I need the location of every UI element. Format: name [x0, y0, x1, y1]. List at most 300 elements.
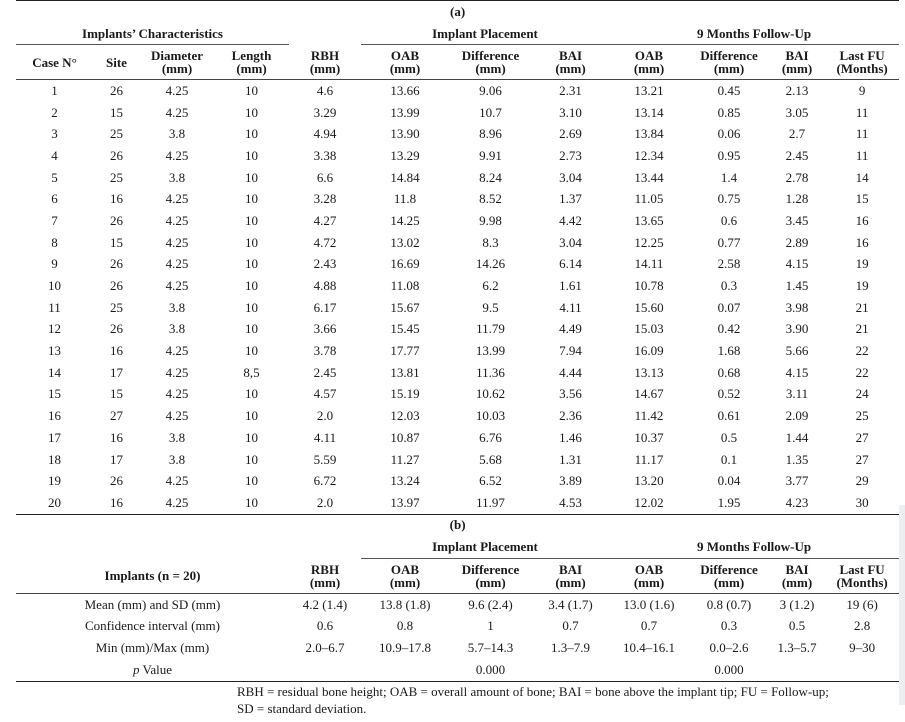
table-cell: 18 — [48, 451, 61, 467]
table-cell: 19 — [48, 473, 61, 489]
table-cell: 16.69 — [390, 256, 420, 272]
table-cell: 13.97 — [361, 492, 449, 514]
table-cell: 4.25 — [165, 82, 189, 98]
table-cell: 14.26 — [475, 256, 506, 272]
group-placement-b: Implant Placement — [361, 536, 609, 559]
column-header-line2: (mm) — [633, 61, 665, 76]
column-header-line2: (mm) — [236, 61, 267, 76]
column-header-b — [689, 558, 769, 593]
table-cell: 10 — [245, 82, 258, 98]
page-edge-shadow — [899, 505, 905, 705]
table-cell: 10 — [245, 429, 258, 445]
table-cell: 3.8 — [168, 126, 186, 142]
table-cell: 3.90 — [785, 321, 809, 337]
table-cell: 15 — [110, 104, 123, 120]
summary-label: Confidence interval (mm) — [84, 618, 220, 634]
table-cell: 13.44 — [634, 169, 664, 185]
p-symbol: p — [132, 661, 140, 677]
table-row — [16, 340, 899, 362]
column-header-b-line2: (mm) — [389, 574, 421, 590]
table-cell: 6.72 — [313, 473, 337, 489]
table-row — [16, 188, 899, 210]
table-cell: 3.77 — [785, 473, 809, 489]
table-cell: 0.68 — [717, 364, 741, 380]
table-cell: 3 — [51, 126, 58, 142]
table-cell: 10 — [245, 299, 258, 315]
p-value-cell — [361, 659, 449, 681]
table-cell: 0.42 — [717, 321, 741, 337]
table-cell: 13.65 — [634, 212, 664, 228]
p-value-label — [16, 659, 289, 681]
table-row — [16, 275, 899, 297]
table-cell: 19 — [855, 256, 869, 272]
table-cell: 9 — [858, 82, 866, 98]
column-header-b — [361, 558, 449, 593]
table-cell: 11 — [855, 104, 869, 120]
column-header-line1: Site — [106, 54, 127, 70]
table-cell: 4 — [51, 147, 58, 163]
table-cell: 4.25 — [165, 408, 189, 424]
column-header-b — [289, 558, 361, 593]
summary-cell: 9–30 — [849, 639, 876, 655]
table-cell: 2.7 — [788, 126, 806, 142]
column-header-b-line1: Difference — [700, 561, 758, 577]
table-cell: 3.05 — [785, 104, 809, 120]
table-cell: 16 — [855, 234, 869, 250]
column-header-line1: Length — [231, 48, 272, 63]
footnote-line-2: SD = standard deviation. — [237, 701, 367, 716]
column-header — [289, 45, 361, 80]
column-header-b — [449, 558, 532, 593]
table-cell: 10 — [245, 408, 258, 424]
table-cell: 26 — [110, 147, 123, 163]
table-cell: 12 — [48, 321, 61, 337]
column-header-line1: RBH — [310, 47, 340, 63]
table-cell: 12.02 — [609, 492, 689, 514]
table-cell: 6.6 — [316, 169, 334, 185]
table-row — [16, 232, 899, 254]
column-header — [449, 45, 532, 80]
part-b-label: (b) — [16, 514, 899, 536]
table-cell: 3.04 — [559, 169, 582, 185]
column-header — [689, 45, 769, 80]
table-cell: 13.90 — [390, 126, 420, 142]
table-cell: 1.61 — [559, 278, 582, 294]
table-cell: 3.10 — [559, 104, 582, 120]
table-cell: 4.25 — [165, 386, 189, 402]
table-cell: 1.31 — [559, 451, 582, 467]
table-cell: 0.75 — [717, 191, 741, 207]
table-cell: 4.72 — [313, 234, 337, 250]
table-cell: 2.45 — [313, 364, 337, 380]
summary-cell: 13.0 (1.6) — [623, 596, 675, 612]
group-followup-b: 9 Months Follow-Up — [609, 536, 899, 559]
table-cell: 16 — [93, 492, 140, 514]
column-header-line2: (Months) — [836, 61, 888, 76]
table-cell: 1.45 — [785, 278, 809, 294]
table-cell: 27 — [855, 429, 869, 445]
table-cell: 11.17 — [634, 451, 664, 467]
table-cell: 24 — [855, 386, 869, 402]
table-row — [16, 427, 899, 449]
table-cell: 6.76 — [479, 429, 502, 445]
table-cell: 8.96 — [479, 126, 502, 142]
table-cell: 16 — [110, 429, 123, 445]
table-cell: 22 — [855, 343, 869, 359]
table-cell: 4.57 — [313, 386, 337, 402]
p-value-row — [16, 659, 899, 681]
table-cell: 5.68 — [479, 451, 502, 467]
column-header-row-b — [16, 558, 899, 593]
table-cell: 6.14 — [559, 256, 582, 272]
table-cell: 10 — [245, 451, 258, 467]
table-cell: 12.03 — [390, 408, 420, 424]
group-header-row — [16, 22, 899, 45]
table-cell: 2.69 — [559, 126, 582, 142]
row-header: Implants (n = 20) — [16, 558, 289, 593]
p-value-cell — [609, 659, 689, 681]
table-cell: 15.19 — [390, 386, 420, 402]
group-followup: 9 Months Follow-Up — [609, 22, 899, 45]
footnote — [237, 683, 905, 717]
table-cell: 1.28 — [785, 191, 809, 207]
table-cell: 30 — [825, 492, 899, 514]
summary-cell: 3.4 (1.7) — [548, 596, 593, 612]
table-cell: 11.97 — [449, 492, 532, 514]
table-cell: 14 — [48, 364, 61, 380]
table-cell: 6.17 — [313, 299, 337, 315]
column-header-line2: (mm) — [475, 61, 506, 76]
table-cell: 0.77 — [717, 234, 741, 250]
table-cell: 13.84 — [634, 126, 664, 142]
part-a-label: (a) — [16, 1, 899, 23]
table-cell: 3.8 — [168, 299, 186, 315]
column-header-line2: (mm) — [389, 61, 421, 76]
table-cell: 10 — [245, 278, 258, 294]
table-cell: 8.3 — [482, 234, 499, 250]
table-cell: 0.06 — [717, 126, 741, 142]
summary-cell: 0.5 — [788, 618, 806, 634]
table-cell: 4.25 — [165, 147, 189, 163]
table-cell: 10 — [245, 191, 258, 207]
table-cell: 13.20 — [634, 473, 664, 489]
table-cell: 25 — [110, 126, 123, 142]
table-cell: 4.6 — [316, 82, 334, 98]
column-header-line1: Case N° — [32, 54, 77, 70]
table-cell: 2.0 — [316, 408, 334, 424]
table-cell: 11.36 — [476, 364, 505, 380]
table-cell: 20 — [16, 492, 93, 514]
column-header-b-line2: (mm) — [555, 574, 586, 590]
column-header-line2: (mm) — [309, 60, 341, 76]
summary-row — [16, 637, 899, 659]
table-cell: 13.21 — [634, 82, 664, 98]
table-cell: 0.07 — [717, 299, 741, 315]
summary-cell: 3 (1.2) — [779, 596, 815, 612]
column-header-line1: Diameter — [151, 48, 203, 63]
table-cell: 11.42 — [634, 408, 664, 424]
table-cell: 14 — [855, 169, 869, 185]
column-header-b-line2: (mm) — [781, 574, 813, 590]
table-cell: 11 — [48, 299, 61, 315]
table-cell: 10 — [245, 343, 258, 359]
table-cell: 9.5 — [482, 299, 499, 315]
table-row — [16, 470, 899, 492]
column-header — [609, 45, 689, 80]
table-cell: 10.03 — [475, 408, 506, 424]
column-header-line2: (mm) — [781, 61, 813, 76]
table-cell: 10 — [245, 104, 258, 120]
table-cell: 25 — [110, 169, 123, 185]
table-cell: 16 — [855, 212, 869, 228]
group-characteristics: Implants’ Characteristics — [16, 22, 289, 45]
table-cell: 11.8 — [393, 191, 417, 207]
summary-label: Mean (mm) and SD (mm) — [84, 596, 221, 612]
table-cell: 6 — [51, 191, 58, 207]
table-cell: 4.11 — [559, 299, 582, 315]
table-cell: 1.95 — [689, 492, 769, 514]
table-cell: 1 — [51, 82, 58, 98]
table-cell: 7 — [51, 212, 58, 228]
table-cell: 10 — [245, 473, 258, 489]
table-cell: 2.45 — [785, 147, 809, 163]
table-cell: 15 — [48, 386, 61, 402]
column-header-line1: OAB — [390, 48, 420, 63]
summary-cell: 4.2 (1.4) — [302, 596, 348, 612]
table-cell: 1.44 — [785, 429, 809, 445]
table-cell: 9.91 — [479, 147, 502, 163]
table-cell: 2.89 — [785, 234, 809, 250]
table-cell: 26 — [110, 321, 123, 337]
p-value-cell — [769, 659, 825, 681]
column-header-b-line1: OAB — [634, 561, 664, 577]
table-cell: 10.62 — [475, 386, 506, 402]
table-cell: 4.25 — [165, 256, 189, 272]
table-cell: 10 — [245, 256, 258, 272]
table-cell: 9 — [51, 256, 58, 272]
table-row — [16, 123, 899, 145]
table-row — [16, 167, 899, 189]
table-cell: 3.38 — [313, 147, 337, 163]
table-cell: 17.77 — [390, 343, 420, 359]
group-placement: Implant Placement — [361, 22, 609, 45]
p-value-cell — [532, 659, 609, 681]
column-header-line1: Last FU — [839, 48, 885, 63]
column-header-line1: OAB — [634, 48, 664, 63]
table-container — [16, 0, 899, 682]
table-cell: 4.27 — [313, 212, 337, 228]
table-cell: 5.59 — [313, 451, 337, 467]
p-value-cell — [825, 659, 899, 681]
summary-cell: 10.9–17.8 — [379, 639, 431, 655]
table-cell: 10 — [245, 234, 258, 250]
column-header-b-line2: (mm) — [475, 574, 506, 590]
table-cell: 4.11 — [313, 429, 337, 445]
table-cell: 4.53 — [532, 492, 609, 514]
column-header-b-line1: BAI — [785, 561, 809, 577]
table-cell: 3.11 — [785, 386, 809, 402]
column-header-line1: BAI — [785, 48, 809, 63]
summary-cell: 1 — [487, 618, 494, 634]
table-cell: 25 — [855, 408, 869, 424]
table-cell: 21 — [855, 299, 869, 315]
table-cell: 11 — [855, 147, 869, 163]
table-cell: 0.52 — [717, 386, 741, 402]
table-cell: 3.78 — [313, 343, 337, 359]
table-cell: 4.25 — [165, 473, 189, 489]
table-row — [16, 492, 899, 514]
table-cell: 26 — [110, 212, 123, 228]
table-cell: 14.84 — [390, 169, 420, 185]
column-header — [825, 45, 899, 80]
table-cell: 16.09 — [634, 343, 664, 359]
table-cell: 10.7 — [479, 104, 502, 120]
table-cell: 16 — [48, 408, 61, 424]
table-cell: 4.25 — [165, 364, 189, 380]
table-cell: 13.81 — [390, 364, 420, 380]
table-cell: 9.98 — [479, 212, 502, 228]
column-header-line1: Difference — [461, 48, 520, 63]
table-cell: 0.5 — [720, 429, 738, 445]
table-cell: 26 — [110, 278, 123, 294]
table-cell: 22 — [855, 364, 869, 380]
table-cell: 26 — [110, 473, 123, 489]
table-row — [16, 210, 899, 232]
table-cell: 3.45 — [785, 212, 809, 228]
table-row — [16, 319, 899, 341]
p-label-text: Value — [139, 661, 173, 677]
table-cell: 8,5 — [243, 364, 260, 380]
column-header — [361, 45, 449, 80]
column-header-b-line1: Difference — [461, 561, 520, 577]
table-cell: 13.99 — [390, 104, 420, 120]
p-value-cell: 0.000 — [449, 659, 532, 681]
table-cell: 0.45 — [717, 82, 741, 98]
table-cell: 2.73 — [559, 147, 582, 163]
table-cell: 12.25 — [634, 234, 664, 250]
table-cell: 4.42 — [559, 212, 582, 228]
summary-row — [16, 615, 899, 637]
table-cell: 1.35 — [785, 451, 809, 467]
table-cell: 2.43 — [313, 256, 337, 272]
table-cell: 15 — [110, 234, 123, 250]
column-header-b-line1: RBH — [310, 561, 340, 577]
table-cell: 4.25 — [165, 234, 189, 250]
summary-cell: 0.7 — [562, 618, 579, 634]
table-cell: 4.88 — [313, 278, 337, 294]
table-cell: 16 — [110, 191, 123, 207]
table-cell: 3.8 — [168, 169, 186, 185]
table-row — [16, 384, 899, 406]
summary-cell: 13.8 (1.8) — [379, 596, 431, 612]
footnote-line-1: RBH = residual bone height; OAB = overall amount of bone; BAI = bone above the implant tip; FU = Follow-up; — [237, 684, 829, 699]
table-cell: 4.15 — [785, 364, 809, 380]
column-header-line2: (mm) — [555, 61, 586, 76]
column-header-b-line1: BAI — [558, 561, 583, 577]
table-cell: 0.85 — [717, 104, 741, 120]
table-cell: 17 — [110, 451, 123, 467]
table-cell: 4.25 — [165, 191, 189, 207]
table-cell: 1.68 — [717, 343, 741, 359]
table-cell: 13.99 — [475, 343, 506, 359]
table-cell: 11.08 — [390, 278, 420, 294]
table-cell: 29 — [855, 473, 869, 489]
table-cell: 2.78 — [785, 169, 809, 185]
summary-cell: 2.8 — [853, 618, 871, 634]
summary-cell: 0.8 (0.7) — [706, 596, 752, 612]
column-header — [532, 45, 609, 80]
table-cell: 2.13 — [785, 82, 809, 98]
summary-cell: 0.3 — [720, 618, 738, 634]
column-header-b-line2: (mm) — [633, 574, 665, 590]
column-header-row — [16, 45, 899, 80]
table-cell: 4.15 — [785, 256, 809, 272]
table-row — [16, 254, 899, 276]
table-cell: 3.04 — [559, 234, 582, 250]
table-cell: 25 — [110, 299, 123, 315]
column-header — [16, 45, 93, 80]
table-row — [16, 145, 899, 167]
table-cell: 13.14 — [634, 104, 664, 120]
table-cell: 12.34 — [634, 147, 664, 163]
table-cell: 15.45 — [390, 321, 420, 337]
summary-cell: 0.8 — [396, 618, 414, 634]
table-cell: 13.29 — [390, 147, 420, 163]
summary-cell: 0.6 — [316, 618, 334, 634]
summary-cell: 2.0–6.7 — [305, 639, 345, 655]
table-cell: 3.56 — [559, 386, 582, 402]
table-cell: 3.66 — [313, 321, 337, 337]
table-cell: 0.6 — [720, 212, 738, 228]
table-cell: 16 — [110, 343, 123, 359]
table-cell: 10.78 — [634, 278, 664, 294]
table-cell: 6.2 — [482, 278, 499, 294]
summary-label: Min (mm)/Max (mm) — [95, 639, 210, 655]
table-cell: 0.95 — [717, 147, 741, 163]
column-header-b — [609, 558, 689, 593]
table-cell: 2.58 — [717, 256, 741, 272]
table-cell: 3.28 — [313, 191, 337, 207]
table-cell: 10 — [48, 278, 61, 294]
table-cell: 4.23 — [769, 492, 825, 514]
table-cell: 15.60 — [634, 299, 664, 315]
column-header-b — [769, 558, 825, 593]
table-cell: 11.27 — [390, 451, 420, 467]
column-header-line2: (mm) — [161, 61, 193, 76]
table-row — [16, 80, 899, 102]
table-cell: 2.31 — [559, 82, 582, 98]
summary-cell: 1.3–5.7 — [777, 639, 817, 655]
table-cell: 21 — [855, 321, 869, 337]
table-cell: 6.52 — [479, 473, 502, 489]
table-cell: 11.79 — [476, 321, 505, 337]
table-cell: 27 — [855, 451, 869, 467]
table-row — [16, 449, 899, 471]
column-header — [214, 45, 289, 80]
table-cell: 3.29 — [313, 104, 337, 120]
table-cell: 27 — [110, 408, 123, 424]
table-row — [16, 297, 899, 319]
column-header-b-line2: (mm) — [309, 574, 341, 590]
table-cell: 0.3 — [720, 278, 738, 294]
table-cell: 3.98 — [785, 299, 809, 315]
column-header-b-line1: OAB — [390, 561, 420, 577]
summary-cell: 1.3–7.9 — [551, 639, 590, 655]
summary-cell: 0.7 — [640, 618, 658, 634]
summary-cell: 5.7–14.3 — [467, 639, 514, 655]
table-cell: 10 — [245, 169, 258, 185]
table-cell: 14.25 — [390, 212, 420, 228]
